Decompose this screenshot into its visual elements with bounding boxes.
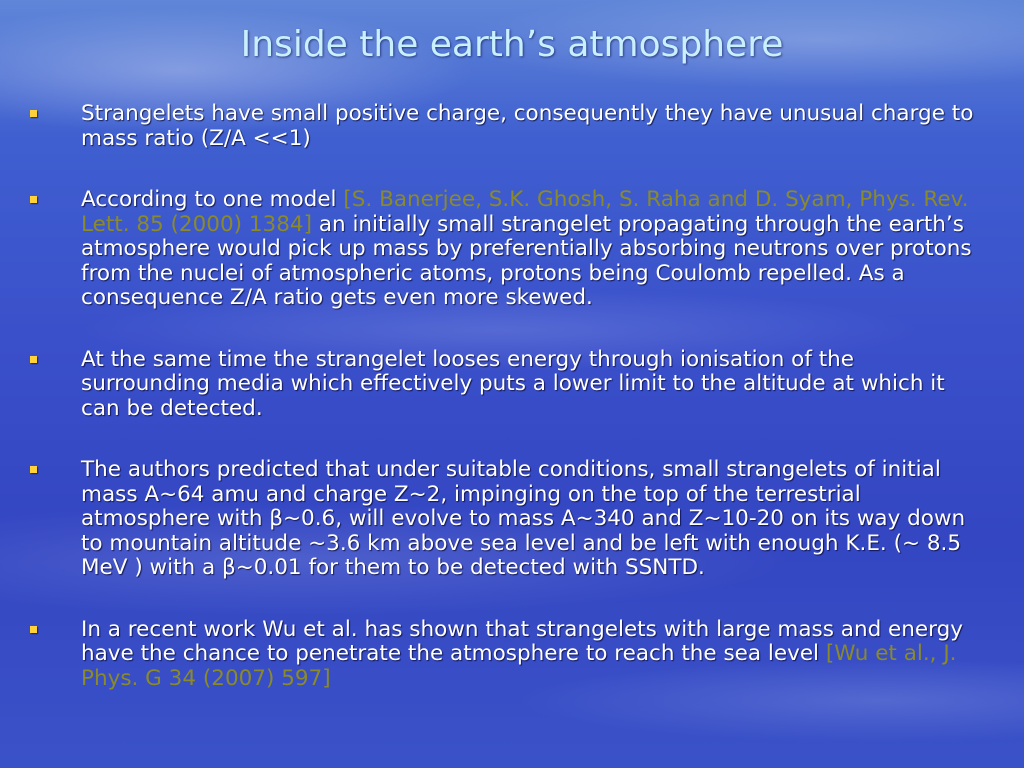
bullet-item [0, 618, 1024, 692]
bullet-text: In a recent work Wu et al. has shown that strangelets with large mass and energy have the chance to penetrate the atmosphere to reach the sea level [81, 616, 963, 666]
bullet-item [0, 102, 1024, 151]
citation-reference: [Wu et al., J. Phys. G 34 (2007) 597] [81, 641, 957, 691]
bullet-item [0, 188, 1024, 311]
square-bullet-icon [30, 466, 37, 473]
square-bullet-icon [30, 110, 37, 117]
bullet-item [0, 348, 1024, 422]
square-bullet-icon [30, 626, 37, 633]
bullet-text: At the same time the strangelet looses energy through ionisation of the surrounding media which effectively puts a lower limit to the altitude at which it can be detected. [81, 346, 945, 421]
bullet-text: Strangelets have small positive charge, consequently they have unusual charge to mass ratio (Z/A <<1) [81, 101, 974, 151]
slide-title: Inside the earth’s atmosphere [240, 24, 784, 65]
square-bullet-icon [30, 356, 37, 363]
bullet-text: According to one model [81, 187, 344, 212]
citation-reference: [S. Banerjee, S.K. Ghosh, S. Raha and D. Syam, Phys. Rev. Lett. 85 (2000) 1384] [81, 187, 969, 237]
bullet-text: an initially small strangelet propagating through the earth’s atmosphere would pick up mass by preferentially absorbing neutrons over protons from the nuclei of atmospheric atoms, protons being Coulomb repelled. As a consequence Z/A ratio gets even more skewed. [81, 211, 972, 310]
bullet-item [0, 458, 1024, 581]
bullet-list [0, 102, 1024, 691]
bullet-text: The authors predicted that under suitable conditions, small strangelets of initial mass A~64 amu and charge Z~2, impinging on the top of the terrestrial atmosphere with β~0.6, will evolve to mass A~340 and Z~10-20 on its way down to mountain altitude ~3.6 km above sea level and be left with enough K.E. (~ 8.5 MeV ) with a β~0.01 for them to be detected with SSNTD. [81, 457, 966, 580]
square-bullet-icon [30, 196, 37, 203]
